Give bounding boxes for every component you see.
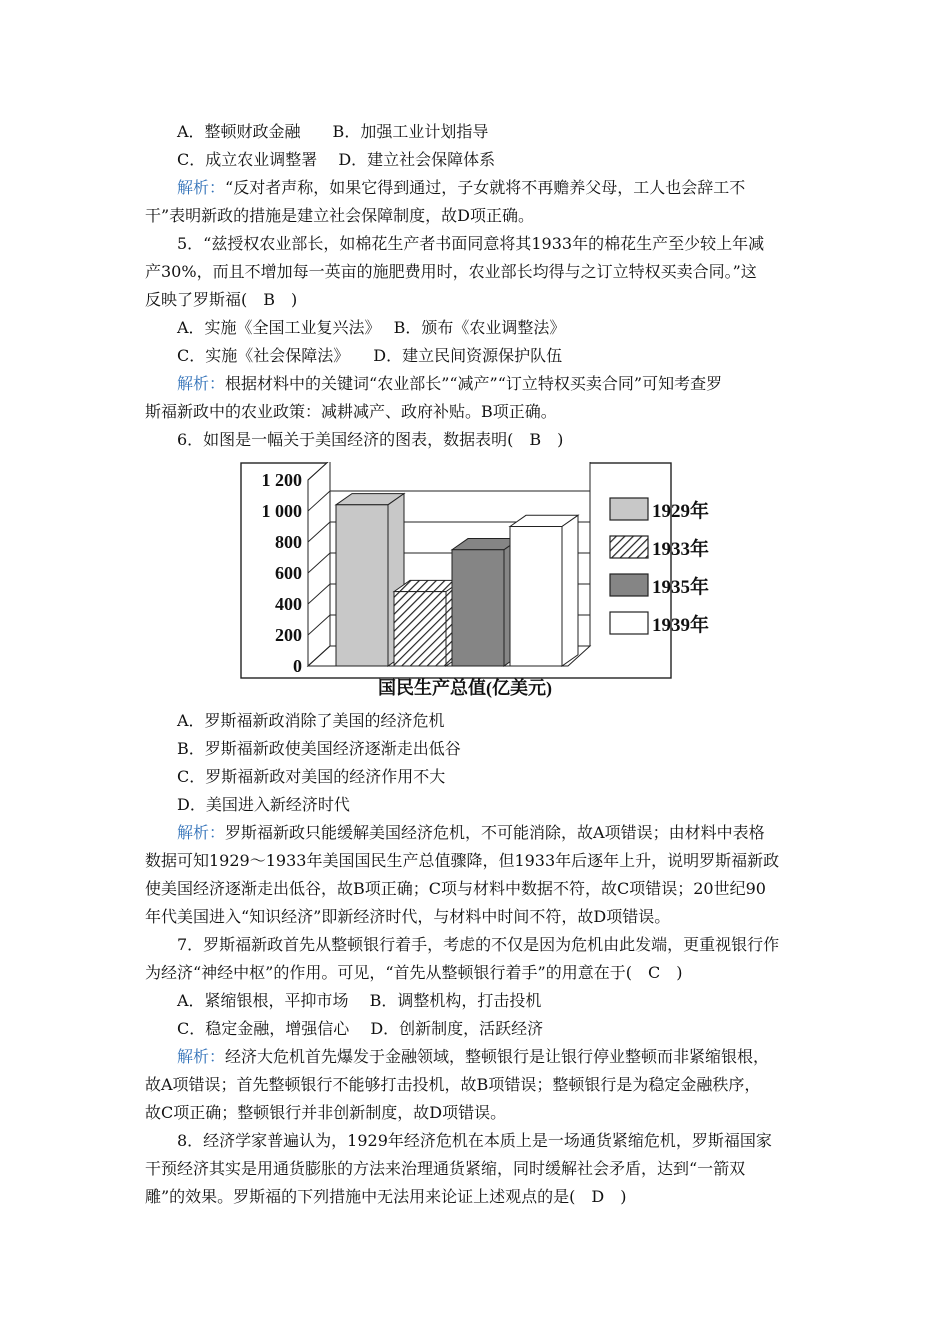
option-line: A．整顿财政金融 B．加强工业计划指导 <box>177 122 489 141</box>
y-tick-label: 200 <box>275 625 302 645</box>
option-line: C．稳定金融，增强信心 D．创新制度，活跃经济 <box>177 1019 544 1038</box>
option-line: C．成立农业调整署 D．建立社会保障体系 <box>177 150 496 169</box>
y-tick-label: 1 000 <box>261 501 302 521</box>
bar-front <box>336 505 388 666</box>
analysis-line <box>177 1047 769 1067</box>
bar-front <box>452 550 504 666</box>
question-line: 为经济“神经中枢”的作用。可见，“首先从整顿银行着手”的用意在于( C ) <box>145 963 683 982</box>
chart-side-wall <box>308 462 330 666</box>
question-line: 雕”的效果。罗斯福的下列措施中无法用来论证上述观点的是( D ) <box>145 1187 627 1206</box>
legend-label: 1939年 <box>652 615 710 636</box>
bar-front <box>394 592 446 666</box>
gnp-bar-chart <box>240 462 720 702</box>
legend-label: 1929年 <box>652 501 710 522</box>
analysis-label: 解析： <box>177 374 226 393</box>
option-line: A．实施《全国工业复兴法》 B．颁布《农业调整法》 <box>177 318 566 337</box>
y-tick-label: 400 <box>275 594 302 614</box>
y-tick-label: 1 200 <box>261 470 302 490</box>
option-line: A．紧缩银根，平抑市场 B．调整机构，打击投机 <box>177 991 542 1010</box>
legend-swatch <box>610 498 648 520</box>
analysis-line: 数据可知1929～1933年美国国民生产总值骤降，但1933年后逐年上升，说明罗斯福新政 <box>145 851 780 870</box>
analysis-line: 使美国经济逐渐走出低谷，故B项正确；C项与材料中数据不符，故C项错误；20世纪90 <box>145 879 766 898</box>
question-line: 反映了罗斯福( B ) <box>145 290 298 309</box>
question-line: 6．如图是一幅关于美国经济的图表，数据表明( B ) <box>177 430 564 449</box>
question-line: 7．罗斯福新政首先从整顿银行着手，考虑的不仅是因为危机由此发端，更重视银行作 <box>177 935 780 954</box>
analysis-label: 解析： <box>177 823 226 842</box>
legend-swatch <box>610 612 648 634</box>
analysis-text: 经济大危机首先爆发于金融领域，整顿银行是让银行停业整顿而非紧缩银根， <box>225 1047 770 1066</box>
analysis-line <box>177 823 765 843</box>
bar-1939年 <box>510 515 578 666</box>
option-line: A．罗斯福新政消除了美国的经济危机 <box>177 711 445 730</box>
analysis-label: 解析： <box>177 1047 226 1066</box>
question-line: 5．“兹授权农业部长，如棉花生产者书面同意将其1933年的棉花生产至少较上年减 <box>177 234 765 253</box>
bar-front <box>510 527 562 667</box>
analysis-line: 故C项正确；整顿银行并非创新制度，故D项错误。 <box>145 1103 507 1122</box>
question-line: 产30%，而且不增加每一英亩的施肥费用时，农业部长均得与之订立特权买卖合同。”这 <box>145 262 757 281</box>
question-line: 8．经济学家普遍认为，1929年经济危机在本质上是一场通货紧缩危机，罗斯福国家 <box>177 1131 772 1150</box>
bar-side <box>562 515 578 666</box>
legend-swatch <box>610 536 648 558</box>
y-tick-label: 800 <box>275 532 302 552</box>
y-tick-label: 600 <box>275 563 302 583</box>
analysis-line: 干”表明新政的措施是建立社会保障制度，故D项正确。 <box>145 206 535 225</box>
analysis-line: 故A项错误；首先整顿银行不能够打击投机，故B项错误；整顿银行是为稳定金融秩序， <box>145 1075 761 1094</box>
analysis-label: 解析： <box>177 178 226 197</box>
analysis-line <box>177 178 745 198</box>
analysis-text: 罗斯福新政只能缓解美国经济危机，不可能消除，故A项错误；由材料中表格 <box>225 823 765 842</box>
analysis-text: 根据材料中的关键词“农业部长”“减产”“订立特权买卖合同”可知考查罗 <box>225 374 723 393</box>
analysis-line: 年代美国进入“知识经济”即新经济时代，与材料中时间不符，故D项错误。 <box>145 907 671 926</box>
y-tick-label: 0 <box>293 656 302 676</box>
option-line: B．罗斯福新政使美国经济逐渐走出低谷 <box>177 739 461 758</box>
question-line: 干预经济其实是用通货膨胀的方法来治理通货紧缩，同时缓解社会矛盾，达到“一箭双 <box>145 1159 746 1178</box>
legend-label: 1933年 <box>652 539 710 560</box>
option-line: C．罗斯福新政对美国的经济作用不大 <box>177 767 446 786</box>
legend-label: 1935年 <box>652 577 710 598</box>
analysis-line <box>177 374 722 394</box>
x-axis-label: 国民生产总值(亿美元) <box>378 678 552 698</box>
analysis-text: “反对者声称，如果它得到通过，子女就将不再赡养父母，工人也会辞工不 <box>225 178 746 197</box>
option-line: D．美国进入新经济时代 <box>177 795 350 814</box>
option-line: C．实施《社会保障法》 D．建立民间资源保护队伍 <box>177 346 563 365</box>
analysis-line: 斯福新政中的农业政策：减耕减产、政府补贴。B项正确。 <box>145 402 557 421</box>
legend-swatch <box>610 574 648 596</box>
